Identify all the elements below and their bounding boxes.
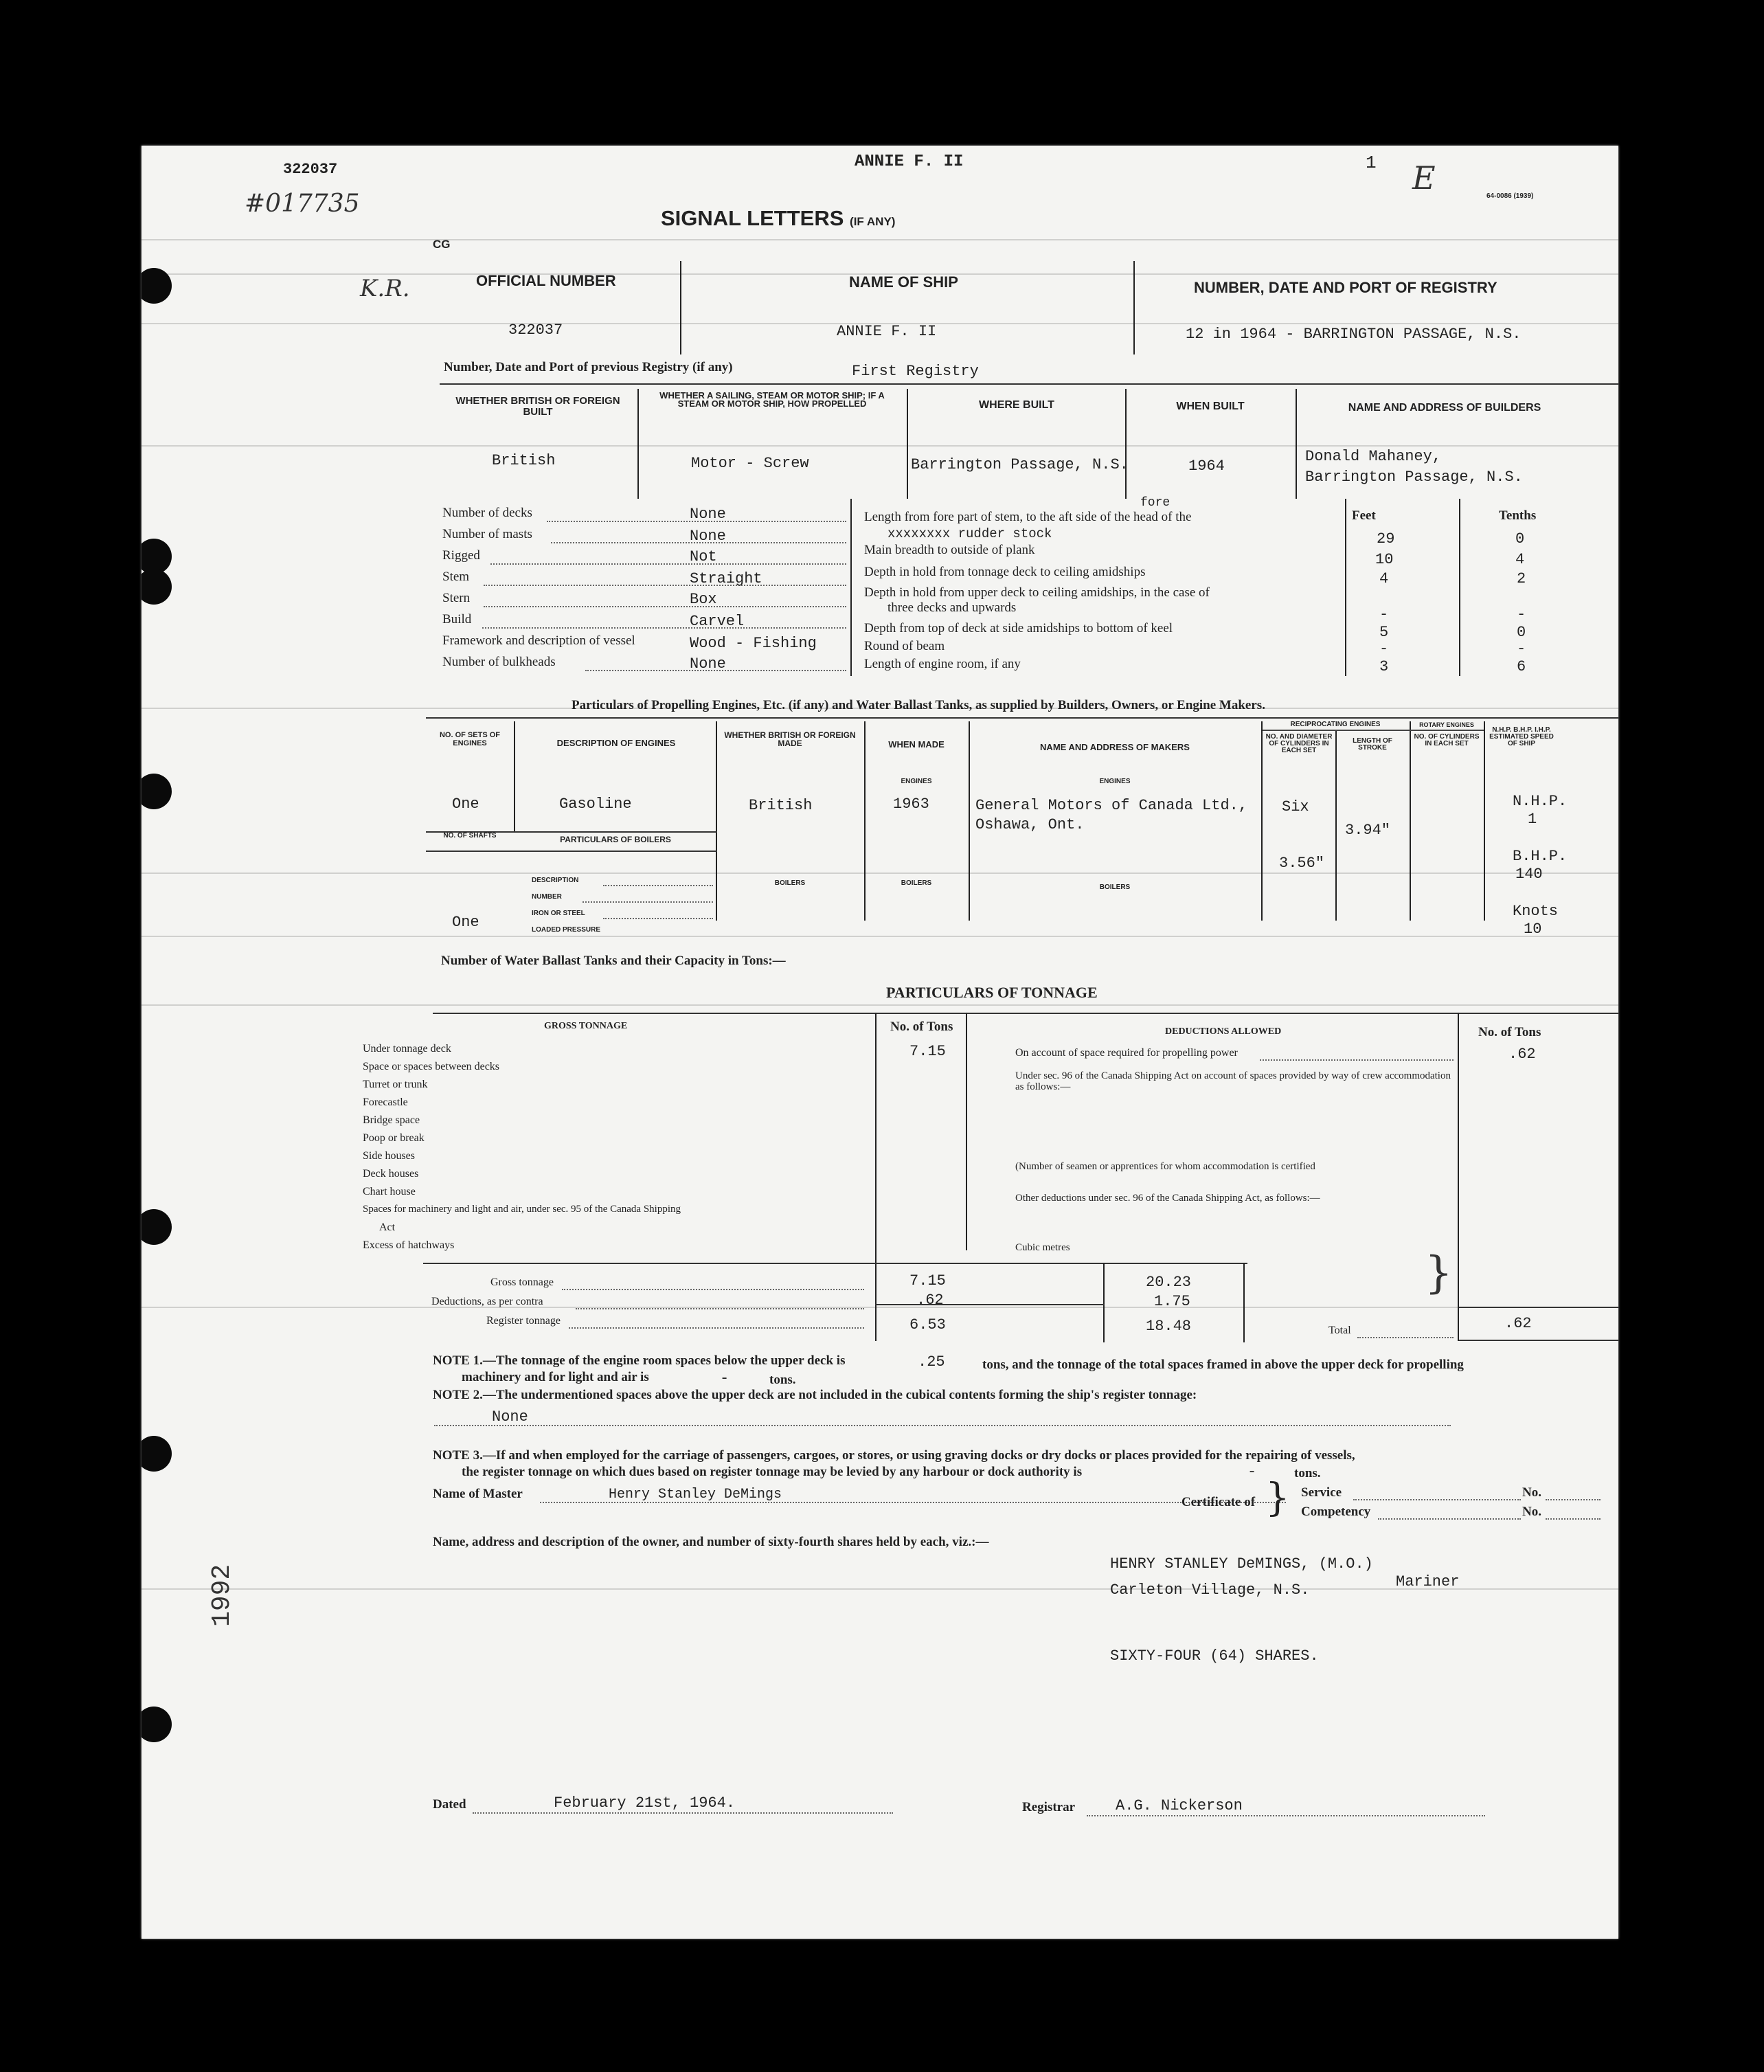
col-sets: NO. OF SETS OF ENGINES: [439, 731, 500, 747]
col-propulsion: WHETHER A SAILING, STEAM OR MOTOR SHIP; IF A STEAM OR MOTOR SHIP, HOW PROPELLED: [659, 390, 885, 409]
ded-other: Other deductions under sec. 96 of the Canada Shipping Act, as follows:—: [1015, 1193, 1320, 1204]
gross-item: Space or spaces between decks: [363, 1061, 500, 1072]
ballast-label: Number of Water Ballast Tanks and their Capacity in Tons:—: [441, 954, 786, 968]
col-hp: N.H.P. B.H.P. I.H.P. ESTIMATED SPEED OF SHIP: [1489, 726, 1554, 747]
owner-name: HENRY STANLEY DeMINGS, (M.O.): [1110, 1555, 1373, 1573]
sub-boilers-makers: BOILERS: [1099, 883, 1131, 891]
cg-label: CG: [433, 238, 451, 251]
col-makers: NAME AND ADDRESS OF MAKERS: [1040, 742, 1190, 752]
competency-label: Competency: [1301, 1505, 1371, 1519]
dated-value: February 21st, 1964.: [554, 1794, 736, 1812]
engine-desc: Gasoline: [559, 796, 632, 813]
gross-item: Deck houses: [363, 1168, 419, 1180]
tonnage-heading: PARTICULARS OF TONNAGE: [886, 984, 1098, 1001]
page-number: 1: [1366, 153, 1377, 173]
service-label: Service: [1301, 1485, 1342, 1500]
dim-length-label2: xxxxxxxx rudder stock: [887, 526, 1052, 541]
desc-bulkheads-value: None: [690, 655, 726, 673]
punch-hole: [142, 569, 172, 605]
engine-stroke: 3.94": [1345, 822, 1391, 839]
punch-hole: [142, 268, 172, 304]
registrar-value: A.G. Nickerson: [1116, 1797, 1243, 1814]
engine-nhp-label: N.H.P.: [1513, 793, 1568, 810]
engine-when: 1963: [893, 796, 929, 813]
desc-bulkheads-label: Number of bulkheads: [442, 655, 556, 669]
desc-stern-value: Box: [690, 591, 717, 608]
handwritten-mark: E: [1412, 159, 1436, 196]
registry-form: [142, 146, 1618, 1939]
note1-b: tons, and the tonnage of the total spaces framed in above the upper deck for propelling: [982, 1358, 1464, 1372]
master-label: Name of Master: [433, 1487, 523, 1501]
dim-breadth-feet: 10: [1375, 551, 1394, 568]
ship-name-top: ANNIE F. II: [855, 153, 964, 171]
desc-stem-value: Straight: [690, 570, 762, 587]
dim-depth-keel-tenths: 0: [1517, 624, 1526, 641]
build-origin: British: [492, 452, 556, 469]
dim-depth-upper-tenths: -: [1517, 606, 1526, 623]
build-where: Barrington Passage, N.S.: [911, 456, 1129, 473]
col-engine-desc: DESCRIPTION OF ENGINES: [556, 738, 676, 748]
form-title-suffix: (IF ANY): [850, 215, 896, 228]
col-cyl: NO. AND DIAMETER OF CYLINDERS IN EACH SET: [1265, 733, 1333, 754]
col-rot-cyl: NO. OF CYLINDERS IN EACH SET: [1414, 733, 1480, 747]
boiler-pressure-label: LOADED PRESSURE: [532, 926, 601, 934]
col-when-made: WHEN MADE: [888, 739, 945, 750]
handwritten-ref: #017735: [245, 190, 360, 218]
ship-name: ANNIE F. II: [837, 323, 937, 340]
previous-registry: First Registry: [852, 363, 979, 380]
previous-registry-label: Number, Date and Port of previous Registry (if any): [444, 360, 733, 374]
official-number-label: OFFICIAL NUMBER: [476, 272, 616, 289]
tenths-label: Tenths: [1499, 508, 1537, 523]
sub-engines-when: ENGINES: [901, 778, 932, 785]
punch-hole: [142, 774, 172, 809]
dim-depth-upper-feet: -: [1379, 606, 1389, 623]
margin-stamp: 1992: [207, 1564, 237, 1627]
shafts-value: One: [452, 914, 479, 931]
dim-depth-hold-label: Depth in hold from tonnage deck to ceiling amidships: [864, 565, 1146, 579]
deductions-tons: .62: [916, 1292, 944, 1309]
feet-label: Feet: [1352, 508, 1376, 523]
sub-boilers-when: BOILERS: [901, 879, 932, 887]
desc-rigged-label: Rigged: [442, 548, 480, 563]
note1-val2: -: [720, 1370, 730, 1387]
col-made: WHETHER BRITISH OR FOREIGN MADE: [724, 730, 856, 748]
note2: NOTE 2.—The undermentioned spaces above the upper deck are not included in the cubical contents forming the ship's register tonnage:: [433, 1388, 1197, 1402]
total-value: .62: [1504, 1315, 1532, 1332]
form-title: [661, 206, 895, 231]
engine-bhp: 140: [1515, 866, 1543, 883]
col-recip: RECIPROCATING ENGINES: [1290, 721, 1381, 728]
desc-decks-label: Number of decks: [442, 506, 532, 520]
dim-round-beam-label: Round of beam: [864, 639, 945, 653]
note1-c: machinery and for light and air is: [462, 1370, 649, 1384]
gross-item: Excess of hatchways: [363, 1239, 455, 1251]
gross-item: Turret or trunk: [363, 1079, 428, 1090]
dim-engine-room-feet: 3: [1379, 658, 1389, 675]
engine-cylinders: Six: [1282, 798, 1309, 815]
engine-knots: 10: [1524, 921, 1542, 938]
desc-build-value: Carvel: [690, 613, 745, 630]
gross-label: Gross tonnage: [490, 1276, 554, 1288]
owner-occupation: Mariner: [1396, 1573, 1460, 1590]
dim-engine-room-tenths: 6: [1517, 658, 1526, 675]
register-tons: 6.53: [909, 1316, 946, 1333]
note3-val: -: [1247, 1463, 1257, 1480]
gross-cubic: 20.23: [1146, 1274, 1192, 1291]
under-deck-tons: 7.15: [909, 1043, 946, 1060]
deductions-label: Deductions, as per contra: [431, 1296, 543, 1307]
boiler-iron-label: IRON OR STEEL: [532, 910, 585, 917]
dim-round-beam-tenths: -: [1517, 640, 1526, 657]
ded-propelling-tons: .62: [1508, 1046, 1536, 1063]
sub-engines-makers: ENGINES: [1099, 778, 1131, 785]
punch-hole: [142, 1707, 172, 1742]
official-number-top: 322037: [283, 161, 338, 178]
gross-item: Act: [379, 1221, 396, 1233]
build-propulsion: Motor - Screw: [691, 455, 809, 472]
dim-depth-upper-label: Depth in hold from upper deck to ceiling amidships, in the case of: [864, 585, 1210, 600]
gross-item: Bridge space: [363, 1114, 420, 1126]
note1-d: tons.: [769, 1373, 796, 1387]
col-where: WHERE BUILT: [979, 399, 1054, 411]
gross-item: Side houses: [363, 1150, 415, 1162]
service-no-label: No.: [1522, 1485, 1541, 1500]
build-when: 1964: [1188, 458, 1225, 475]
owner-address: Carleton Village, N.S.: [1110, 1581, 1310, 1599]
master-name: Henry Stanley DeMings: [609, 1487, 782, 1502]
dim-length-label: Length from fore part of stem, to the aft side of the head of the: [864, 510, 1192, 524]
deductions-heading: DEDUCTIONS ALLOWED: [1165, 1026, 1282, 1037]
col-rotary: ROTARY ENGINES: [1419, 721, 1474, 728]
gross-item: Chart house: [363, 1186, 416, 1197]
boiler-number-label: NUMBER: [532, 893, 562, 901]
note1-a: NOTE 1.—The tonnage of the engine room spaces below the upper deck is: [433, 1353, 846, 1368]
dim-engine-room-label: Length of engine room, if any: [864, 657, 1021, 671]
dim-breadth-label: Main breadth to outside of plank: [864, 543, 1035, 557]
engines-heading: Particulars of Propelling Engines, Etc. (if any) and Water Ballast Tanks, as supplied by Builders, Owners, or Engine Makers.: [572, 698, 1265, 712]
engine-maker-line2: Oshawa, Ont.: [975, 816, 1085, 833]
note2-val: None: [492, 1408, 528, 1426]
gross-heading: GROSS TONNAGE: [544, 1021, 628, 1031]
dim-length-feet: 29: [1377, 530, 1395, 548]
dim-depth-hold-tenths: 2: [1517, 570, 1526, 587]
col-origin: WHETHER BRITISH OR FOREIGN BUILT: [455, 395, 620, 418]
desc-framework-value: Wood - Fishing: [690, 635, 817, 652]
gross-item: Spaces for machinery and light and air, under sec. 95 of the Canada Shipping: [363, 1204, 681, 1215]
note3-b: the register tonnage on which dues based on register tonnage may be levied by any harbour or dock authority is: [462, 1465, 1083, 1479]
col-builders: NAME AND ADDRESS OF BUILDERS: [1348, 402, 1541, 414]
gross-item: Forecastle: [363, 1096, 408, 1108]
engine-sets: One: [452, 796, 479, 813]
sub-boilers-made: BOILERS: [774, 879, 806, 887]
engine-knots-label: Knots: [1513, 903, 1559, 920]
desc-masts-label: Number of masts: [442, 527, 532, 541]
col-stroke: LENGTH OF STROKE: [1353, 737, 1392, 752]
desc-framework-label: Framework and description of vessel: [442, 633, 635, 648]
register-label: Register tonnage: [486, 1315, 561, 1327]
dim-breadth-tenths: 4: [1515, 551, 1525, 568]
registrar-label: Registrar: [1022, 1800, 1076, 1814]
owner-shares: SIXTY-FOUR (64) SHARES.: [1110, 1647, 1319, 1665]
form-title-text: SIGNAL LETTERS: [661, 206, 844, 230]
punch-hole: [142, 1436, 172, 1472]
desc-decks-value: None: [690, 506, 726, 523]
dim-depth-upper-label2: three decks and upwards: [887, 600, 1017, 615]
shafts-label: NO. OF SHAFTS: [443, 832, 497, 840]
boiler-desc-label: DESCRIPTION: [532, 877, 579, 884]
engine-made: British: [749, 797, 813, 814]
registry-port: 12 in 1964 - BARRINGTON PASSAGE, N.S.: [1186, 326, 1522, 343]
col-when: WHEN BUILT: [1176, 401, 1245, 412]
deductions-cubic: 1.75: [1154, 1293, 1190, 1310]
builder-line2: Barrington Passage, N.S.: [1305, 469, 1523, 486]
desc-rigged-value: Not: [690, 548, 717, 565]
note3-c: tons.: [1294, 1466, 1321, 1480]
dim-depth-keel-label: Depth from top of deck at side amidships to bottom of keel: [864, 621, 1173, 635]
gross-item: Under tonnage deck: [363, 1043, 451, 1055]
dim-depth-keel-feet: 5: [1379, 624, 1389, 641]
competency-no-label: No.: [1522, 1505, 1541, 1519]
engine-nhp: 1: [1528, 811, 1537, 828]
dim-length-tenths: 0: [1515, 530, 1525, 548]
fore-note: fore: [1140, 496, 1171, 510]
total-label: Total: [1328, 1325, 1351, 1336]
ship-name-label: NAME OF SHIP: [849, 273, 958, 291]
boilers-label: PARTICULARS OF BOILERS: [560, 835, 671, 844]
handwritten-initials: K.R.: [360, 275, 410, 302]
ded-seamen: (Number of seamen or apprentices for whom accommodation is certified: [1015, 1161, 1315, 1172]
note1-val: .25: [918, 1353, 945, 1371]
no-tons-left: No. of Tons: [890, 1020, 953, 1034]
cubic-metres-label: Cubic metres: [1015, 1242, 1070, 1253]
note3-a: NOTE 3.—If and when employed for the carriage of passengers, cargoes, or stores, or using graving docks or dry docks or places provided for the repairing of vessels,: [433, 1448, 1355, 1463]
engine-diameter: 3.56": [1279, 855, 1325, 872]
brace-mark: }: [1425, 1248, 1453, 1298]
official-number: 322037: [508, 322, 563, 339]
no-tons-right: No. of Tons: [1478, 1025, 1541, 1039]
desc-stern-label: Stern: [442, 591, 471, 605]
builder-line1: Donald Mahaney,: [1305, 448, 1442, 465]
ded-crew: Under sec. 96 of the Canada Shipping Act on account of spaces provided by way of crew accommodation as follows:—: [1015, 1070, 1451, 1092]
gross-item: Poop or break: [363, 1132, 425, 1144]
certificate-label: Certificate of: [1181, 1495, 1256, 1509]
ded-propelling: On account of space required for propelling power: [1015, 1047, 1238, 1059]
certificate-brace: }: [1265, 1476, 1290, 1520]
form-number: 64-0086 (1939): [1486, 192, 1534, 200]
gross-tons: 7.15: [909, 1272, 946, 1290]
punch-hole: [142, 1209, 172, 1245]
engine-bhp-label: B.H.P.: [1513, 848, 1568, 865]
engine-maker-line1: General Motors of Canada Ltd.,: [975, 797, 1248, 814]
registry-port-label: NUMBER, DATE AND PORT OF REGISTRY: [1194, 279, 1497, 296]
dim-depth-hold-feet: 4: [1379, 570, 1389, 587]
register-cubic: 18.48: [1146, 1318, 1192, 1335]
dim-round-beam-feet: -: [1379, 640, 1389, 657]
dated-label: Dated: [433, 1797, 466, 1812]
desc-build-label: Build: [442, 612, 472, 627]
owner-label: Name, address and description of the owner, and number of sixty-fourth shares held by each, viz.:—: [433, 1535, 989, 1549]
desc-stem-label: Stem: [442, 570, 470, 584]
desc-masts-value: None: [690, 528, 726, 545]
